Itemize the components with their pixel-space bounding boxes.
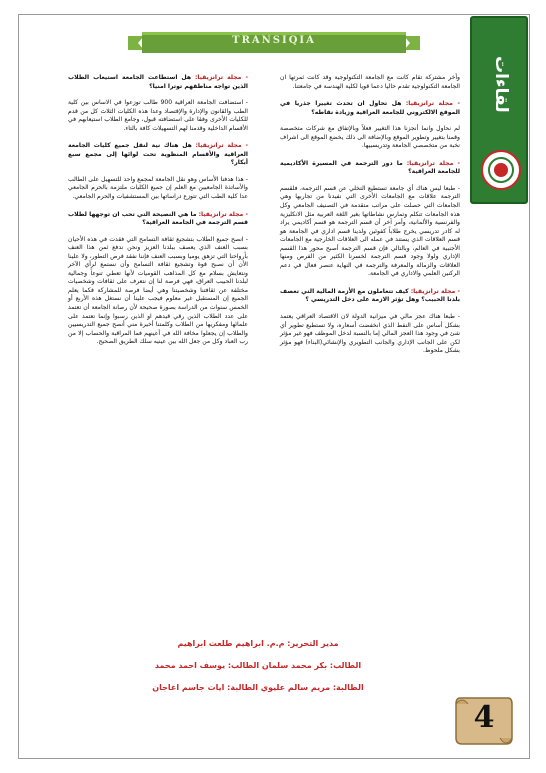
question-text: كيف تتعاملون مع الأزمة المالية التي تعصف بلدنا الحبيب؟ وهل تؤثر الازمة على دخل التدريسي ؟ [280,287,460,304]
answer-text: - هذا هدفنا الأساس وهو نقل الجامعة لمجمع واحد للتسهيل على الطالب والأساتذة الجامعيين مع العلم إن جميع الكليات ملتزمة بالحرم الجامعي عدا كلية الطب التي تتوزع دراساتها بين المستشفيات والحرم الجامعي. [68,175,248,201]
question-label: - مجلة ترانزيقيا: [195,142,248,150]
question-label: - مجلة ترانزيقيا: [406,159,460,167]
question-text: هل هناك نية لنقل جميع كليات الجامعة العراقية والأقسام المنظوية تحت لوائها إلى مجمع سبع أبكار؟ [68,142,248,167]
qa-block [68,142,248,201]
qa-block [280,100,460,151]
student-credit: الطالبة: مريم سالم عليوي الطالبة: ايات جاسم اغاجان [152,683,364,692]
answer-text: - طبعا ليس هناك أي جامعة تستطيع التخلي عن قسم الترجمة، فلقسم الترجمة علاقات مع الجامعات الأخرى التي نفيدنا من تجاربها وهي الجامعات التي حصلت على مراتب متقدمة في التصنيف الجامعي وكل هذه الجامعات تتكلم وتمارس نشاطاتها بغير اللغة العربية مثل الانكليزية والفرنسية والألمانية، وأمر آخر أن قسم الترجمة هو قسم أكاديمي يراد له كادر تدريسي يخرج طلاباً كفوئين ولدينا قسم اداري في الجامعة هو قسم العلاقات الذي يستند في عمله الى العلاقات الخارجية مع الجامعات الأجنبية في العالم، وبالتالي فإن قسم الترجمة أصبح محور هذا القسم الإداري ولولا وجود قسم الترجمة لخسرنا الكثير من الفرص ومنها العلاقات والزمالة والمعرفة والترجمة في النهاية عنصر فعال في دعم الركنين العلمي والاداري في الجامعة. [280,184,460,278]
answer-text: لم نحاول وانما أنجزنا هذا التغيير فعلاً وبالإتفاق مع شركات متخصصة وقمنا بتغيير وتطوير الموقع وبالإضافة الى ذلك يخضع الموقع الى اشراف نخبة من متخصصي الجامعة وتدريسييها. [280,125,460,150]
question-text: ما هي النصيحة التي تحب ان توجهها لطلاب قسم الترجمة في الجامعة العراقية؟ [68,210,248,227]
qa-block [68,211,248,347]
question-label: - مجلة ترانزيقيا: [194,74,248,81]
qa-block [68,74,248,133]
question-text: ما دور الترجمة في المسيرة الأكاديمية للجامعة العراقية؟ [280,159,460,176]
question-label: - مجلة ترانزيقيا: [198,210,248,218]
side-banner-title: لقاءات صحفية [445,54,511,114]
editor-credit: مدير التحرير: م.م. ابراهيم طلعت ابراهيم [177,639,339,648]
right-column [280,74,460,365]
article-block [280,74,460,91]
qa-block [280,160,460,279]
answer-text: - انصح جميع الطلاب بتشجيع ثقافة التسامح التي فقدت في هذه الأحيان بسبب العنف الذي يعصف ببلدنا العزيز ونحن ندفع ثمن هذا العنف بأرواحنا التي تزهق يوميا وبسبب العنف فإننا نفقد فرص التطور، ولا علينا الأن أن نصبح قوة وتشجيع ثقافة التسامح وأن نستمع لرأي الآخر ونتعايش بسلام مع كل المذاهب القوميات لأنها تعطي تنوعاً وجمالية لبلدنا الحبيب العراق، فهي فرصة لنا إن نتعرف على ثقافات وشخصيات مختلفة عن ثقافتنا وشخصيتنا وهي أيضا فرصة للمشاركة فكما يعلم الجميع إن المستقبل غير معلوم فيجب علينا أن نستغل هذه الأربع أو الخمس سنوات من الدراسة بصورة صحيحة لأن رصانة الجامعة أن تعتمد على عدد الطلاب الذين رقي قيدهم او الذين رسبوا وإنما تعتمد على علمائها ومفكريها من الطلاب وكلمتنا أخيرة مني أنصح جميع التدريسيين والطلاب إن يجعلوا مخافة الله في أعينهم فما المراقبة والحساب إلا من رب العباد وكل من جعل الله بين عينيه سلك الطريق الصحيح. [68,235,248,346]
qa-block [280,288,460,356]
answer-text: - استضافت الجامعة العراقية 900 طالب توزعوا في الاساس بين كلية الطب والقانون والإدارة والإقتصاد وعدا هذه الكليات الثلاث كل من قدم للكليات الأخرى وفقا على استضافته قبول، وجامع الطلاب استيعابهم في الأقسام الداخلية وقدمنا لهم التسهيلات كافة بالتاء. [68,99,249,132]
credits-block [130,633,386,699]
question-label: - مجلة ترانزيقيا: [410,287,460,295]
header-ribbon [128,30,420,56]
ribbon-title: TRANSIQIA [232,35,316,46]
page-number: 4 [473,700,495,735]
side-banner [445,16,528,204]
left-column [68,74,248,356]
page-number-scroll [452,692,516,750]
answer-text: - طبعا هناك عجز مالي في ميزانية الدولة لان الاقتصاد العراقي يعتمد بشكل أساس على النفط الذي انخفضت أسعاره، ولا تستطيع تطوير أي شئ في وجود هذا العجز المالي إما بالنسبة لدخل الموظف فهو غير مؤثر لكن على الجانب الإداري والجانب التطويري والإنشائي(البناء) فهو مؤثر بشكل ملحوظ. [280,313,460,355]
answer-text: وأخر مشتركة تقام كانت مع الجامعة التكنولوجية وقد كانت ثمرتها ان الجامعة التكنولوجية تقدم حاليا دعما قويا لكلية الهندسة في جامعتنا. [280,74,460,90]
question-label: - مجلة ترانزيقيا: [405,100,460,108]
question-text: هل تحاول ان تحدث تغييرا جذريا في الموقع الالكتروني للجامعة العراقية وزيادة نقاطه؟ [280,100,460,116]
student-credit: الطالب: بكر محمد سلمان الطالب: يوسف احمد محمد [154,661,362,670]
question-text: هل استطاعت الجامعة استيعاب الطلاب الذين تواجه مناطقهم توترا امنيا؟ [68,74,248,90]
university-logo-icon [481,150,521,190]
